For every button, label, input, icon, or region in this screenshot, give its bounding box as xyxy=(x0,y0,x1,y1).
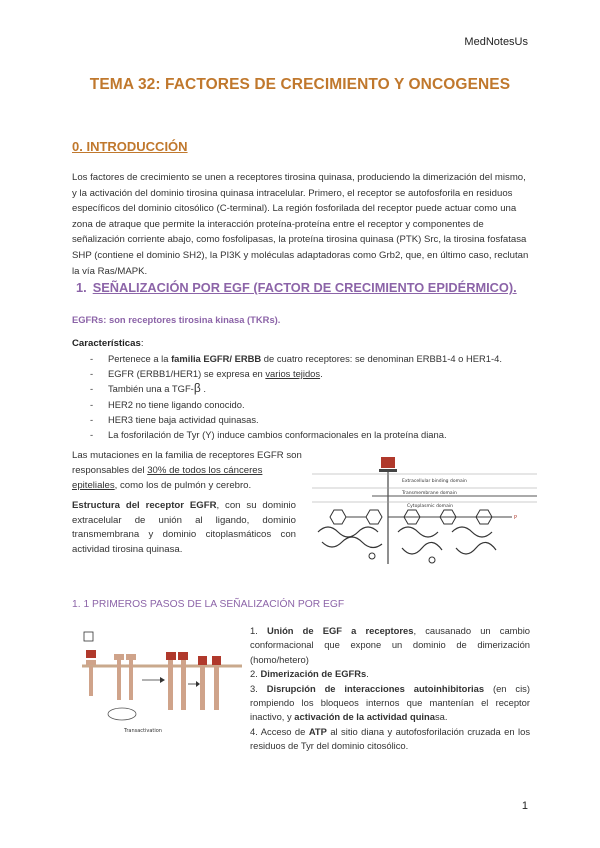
phosphate-tag: P xyxy=(514,515,518,521)
item1-bold: familia EGFR/ ERBB xyxy=(171,353,262,364)
legend-box xyxy=(84,632,93,641)
bead-2 xyxy=(429,557,435,563)
characteristics-label-text: Características xyxy=(72,338,141,349)
list-item: - HER2 no tiene ligando conocido. xyxy=(90,397,540,412)
step3-num: 3. xyxy=(250,682,267,694)
characteristics-label xyxy=(72,338,143,349)
egf-ligand-4 xyxy=(198,656,207,665)
list-item: - La fosforilación de Tyr (Y) induce cambios conformacionales en la proteína diana. xyxy=(90,427,540,442)
chain-loop-1 xyxy=(318,527,378,537)
dimer-stalk-3 xyxy=(200,666,205,710)
chain-loop-4 xyxy=(402,542,442,554)
page-title: TEMA 32: FACTORES DE CRECIMIENTO Y ONCOGENES xyxy=(89,76,511,93)
step4-pre: Acceso de xyxy=(260,725,309,737)
step2-num: 2. xyxy=(250,668,261,680)
step3-bold: Disrupción de interacciones autoinhibitorias xyxy=(266,682,485,694)
step-3 xyxy=(250,682,530,725)
step-1 xyxy=(250,624,530,667)
receptor-stalk-1 xyxy=(89,666,93,696)
section1-number: 1. xyxy=(76,280,87,295)
receptor-head-3 xyxy=(126,654,136,660)
item2-pre: EGFR (ERBB1/HER1) se expresa en xyxy=(108,368,266,380)
page-number: 1 xyxy=(521,800,528,812)
intro-heading: 0. INTRODUCCIÓN xyxy=(72,139,188,154)
fig1-label-transmembrane: Transmembrane domain xyxy=(402,491,457,496)
structure-bold: Estructura del receptor EGFR xyxy=(72,500,217,511)
item2-underlined: varios tejidos xyxy=(265,368,321,380)
step4-num: 4. xyxy=(250,725,261,737)
mutations-post: , como los de pulmón y cerebro. xyxy=(114,480,252,491)
receptor-head-2 xyxy=(114,654,124,660)
chain-loop-2 xyxy=(322,537,382,548)
structure-paragraph xyxy=(72,499,296,557)
step1-rest: , causanado un cambio conformacional que expone un dominio de dimerización (homo/hetero) xyxy=(250,625,530,665)
egf-ligand-5 xyxy=(212,656,221,665)
item2-post: . xyxy=(320,368,323,380)
step3-rest1: (en cis) rompiendo los bloqueos internos que mantenían el receptor inactivo, y xyxy=(250,682,530,723)
list-item xyxy=(90,366,540,381)
phenol-ring-2 xyxy=(366,510,382,524)
mutations-pre: Las mutaciones en la familia de receptores EGFR son responsables del xyxy=(72,450,302,476)
dimer-stalk-1 xyxy=(168,660,173,710)
structure-rest: , con su dominio extracelular de unión al ligando, dominio transmembrana y dominio citoplasmáticos con actividad tirosina quinasa. xyxy=(72,500,296,555)
fig2-label: Transactivation xyxy=(124,728,162,734)
mutations-paragraph xyxy=(72,448,308,493)
step-4 xyxy=(250,725,530,754)
item1-pre: Pertenece a la xyxy=(108,353,172,364)
step2-bold: Dimerización de EGFRs xyxy=(260,668,367,680)
egf-signaling-steps-figure xyxy=(82,630,242,736)
arrow-1-head xyxy=(160,677,165,683)
arrow-2-head xyxy=(196,681,200,687)
phenol-ring-1 xyxy=(330,510,346,524)
dimer-stalk-2 xyxy=(181,660,186,710)
step1-num: 1. xyxy=(250,625,267,636)
bead-1 xyxy=(369,553,375,559)
list-item: - HER3 tiene baja actividad quinasas. xyxy=(90,412,540,427)
characteristics-colon: : xyxy=(140,338,144,349)
item3-pre: También una a TGF- xyxy=(108,383,194,395)
egfr-structure-figure xyxy=(312,452,537,572)
list-item xyxy=(90,381,540,396)
characteristics-list xyxy=(90,351,540,442)
brand-label: MedNotesUs xyxy=(464,36,528,48)
chain-loop-5 xyxy=(452,527,492,537)
step4-rest: al sitio diana y autofosforilación cruzada en los residuos de Tyr del dominio citosólico. xyxy=(250,725,531,752)
receptor-head-1 xyxy=(86,660,96,665)
item1-post: de cuatro receptores: se denominan ERBB1-4 o HER1-4. xyxy=(261,353,502,364)
egf-ligand-2 xyxy=(166,652,176,660)
chain-loop-6 xyxy=(456,542,496,554)
receptor-stalk-3 xyxy=(129,660,133,700)
beta-symbol: β xyxy=(193,381,201,396)
egf-ligand-3 xyxy=(178,652,188,660)
item3-post: . xyxy=(200,383,206,395)
step3-bold2: activación de la actividad quina xyxy=(294,711,435,723)
egf-ligand-1 xyxy=(86,650,96,658)
kinase-oval xyxy=(108,708,136,720)
dimer-stalk-4 xyxy=(214,666,219,710)
section1-title: SEÑALIZACIÓN POR EGF (FACTOR DE CRECIMIENTO EPIDÉRMICO). xyxy=(92,280,517,295)
fig1-label-cytoplasmic: Cytoplasmic domain xyxy=(407,504,453,509)
egfrs-subheading: EGFRs: son receptores tirosina kinasa (TKRs). xyxy=(72,314,281,325)
list-item xyxy=(90,351,540,366)
intro-paragraph: Los factores de crecimiento se unen a receptores tirosina quinasa, produciendo la dimerización del mismo, y la activación del dominio tirosina quinasa intracelular. Primero, el receptor se autofosforila en residuos específicos del dominio citosólico (C-terminal). La región fosforilada del receptor puede actuar como una zona de atraque que permite la interacción proteína-proteína entre el receptor y componentes de señalización corriente abajo, como fosfolipasas, la proteína tirosina quinasa (PTK) Src, la tirosina fosfatasa SHP (contiene el dominio SH2), la PI3K y moléculas adaptadoras como Grb2, que, en último caso, reclutan la vía Ras/MAPK. xyxy=(72,172,529,277)
mutations-underlined: 30% de todos los cánceres epiteliales xyxy=(72,465,263,491)
section11-heading: 1. 1 PRIMEROS PASOS DE LA SEÑALIZACIÓN POR EGF xyxy=(72,599,345,610)
step-2 xyxy=(250,667,530,681)
receptor-cap xyxy=(379,469,397,472)
step3-rest2: sa. xyxy=(434,711,448,723)
section1-heading xyxy=(76,280,517,295)
receptor-stalk-2 xyxy=(117,660,121,700)
step2-rest: . xyxy=(366,668,369,680)
step1-bold: Unión de EGF a receptores xyxy=(266,625,414,636)
fig1-label-extracellular: Extracellular binding domain xyxy=(402,479,467,484)
ligand-box xyxy=(381,457,395,468)
signaling-steps xyxy=(250,624,530,754)
chain-loop-3 xyxy=(398,527,438,537)
step4-bold: ATP xyxy=(308,725,327,737)
